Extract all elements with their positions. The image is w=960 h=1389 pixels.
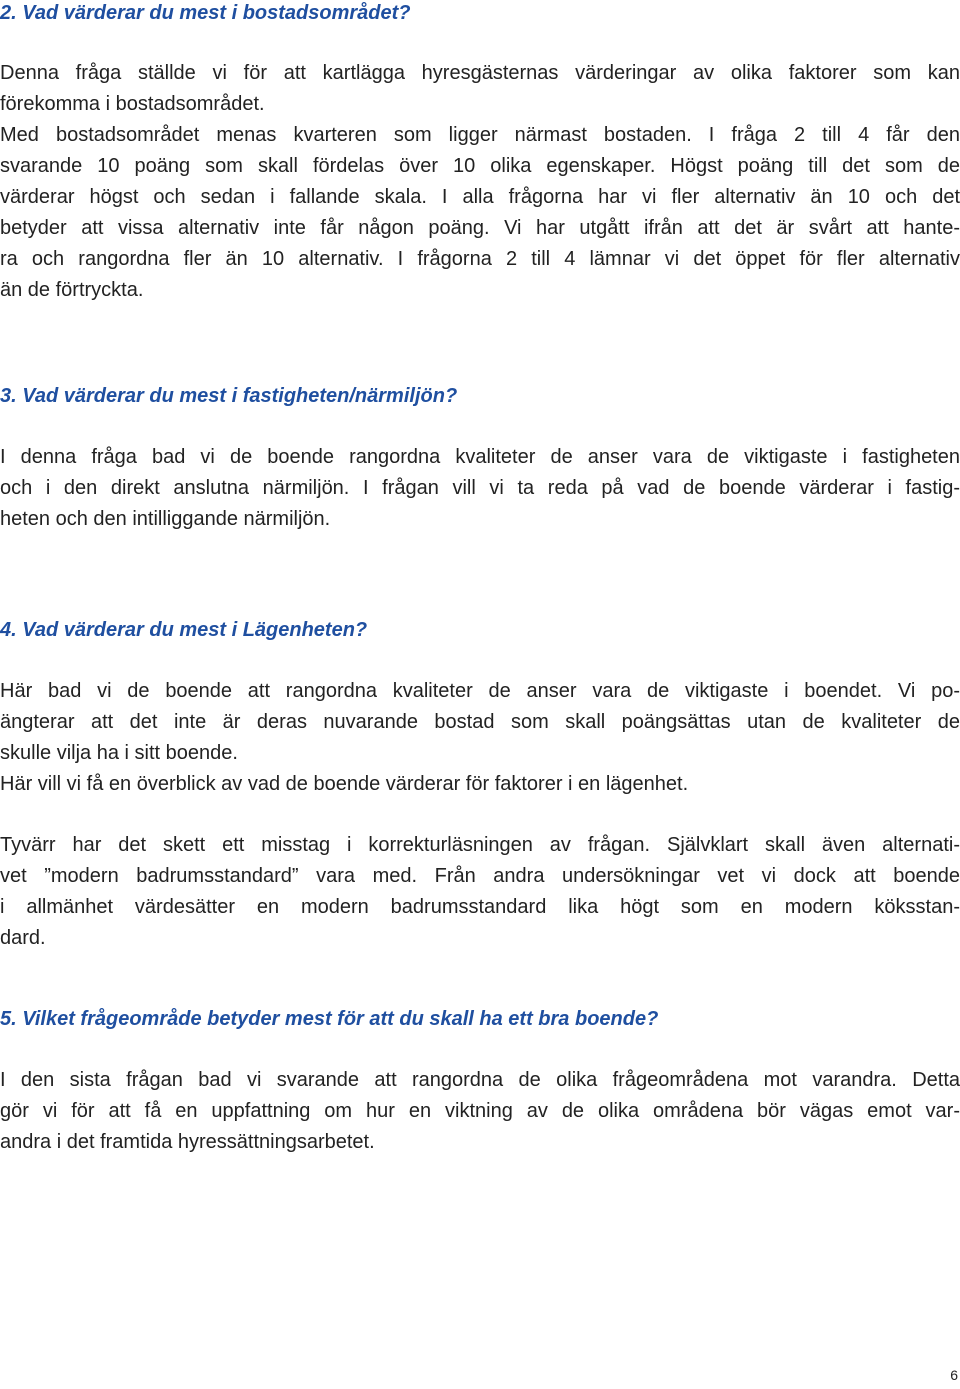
body-line: gör vi för att få en uppfattning om hur en viktning av de olika områdena bör vägas emot var-	[0, 1100, 960, 1122]
body-line: och i den direkt anslutna närmiljön. I frågan vill vi ta reda på vad de boende värderar i fastig-	[0, 477, 960, 499]
body-line: I den sista frågan bad vi svarande att rangordna de olika frågeområdena mot varandra. Detta	[0, 1069, 960, 1091]
body-line: skulle vilja ha i sitt boende.	[0, 742, 238, 764]
body-line: Denna fråga ställde vi för att kartlägga hyresgästernas värderingar av olika faktorer som kan	[0, 62, 960, 84]
body-line: Med bostadsområdet menas kvarteren som ligger närmast bostaden. I fråga 2 till 4 får den	[0, 124, 960, 146]
body-line: i allmänhet värdesätter en modern badrumsstandard lika högt som en modern köksstan-	[0, 896, 960, 918]
body-line: dard.	[0, 927, 46, 949]
section-heading: 4. Vad värderar du mest i Lägenheten?	[0, 619, 368, 641]
body-line: ängterar att det inte är deras nuvarande bostad som skall poängsättas utan de kvaliteter de	[0, 711, 960, 733]
body-line: svarande 10 poäng som skall fördelas över 10 olika egenskaper. Högst poäng till det som de	[0, 155, 960, 177]
body-line: än de förtryckta.	[0, 279, 144, 301]
body-line: förekomma i bostadsområdet.	[0, 93, 265, 115]
body-line: värderar högst och sedan i fallande skala. I alla frågorna har vi fler alternativ än 10 och det	[0, 186, 960, 208]
body-line: ra och rangordna fler än 10 alternativ. I frågorna 2 till 4 lämnar vi det öppet för fler alternativ	[0, 248, 960, 270]
body-line: Här bad vi de boende att rangordna kvaliteter de anser vara de viktigaste i boendet. Vi po-	[0, 680, 960, 702]
page-number: 6	[950, 1367, 958, 1383]
body-line: andra i det framtida hyressättningsarbetet.	[0, 1131, 375, 1153]
section-heading: 2. Vad värderar du mest i bostadsområdet?	[0, 2, 411, 24]
body-line: Här vill vi få en överblick av vad de boende värderar för faktorer i en lägenhet.	[0, 773, 689, 795]
body-line: I denna fråga bad vi de boende rangordna kvaliteter de anser vara de viktigaste i fastigheten	[0, 446, 960, 468]
body-line: vet ”modern badrumsstandard” vara med. Från andra undersökningar vet vi dock att boende	[0, 865, 960, 887]
body-line: betyder att vissa alternativ inte får någon poäng. Vi har utgått ifrån att det är svårt att hante-	[0, 217, 960, 239]
section-heading: 3. Vad värderar du mest i fastigheten/närmiljön?	[0, 385, 458, 407]
section-heading: 5. Vilket frågeområde betyder mest för att du skall ha ett bra boende?	[0, 1008, 659, 1030]
body-line: Tyvärr har det skett ett misstag i korrekturläsningen av frågan. Självklart skall även alternati-	[0, 834, 960, 856]
body-line: heten och den intilliggande närmiljön.	[0, 508, 331, 530]
